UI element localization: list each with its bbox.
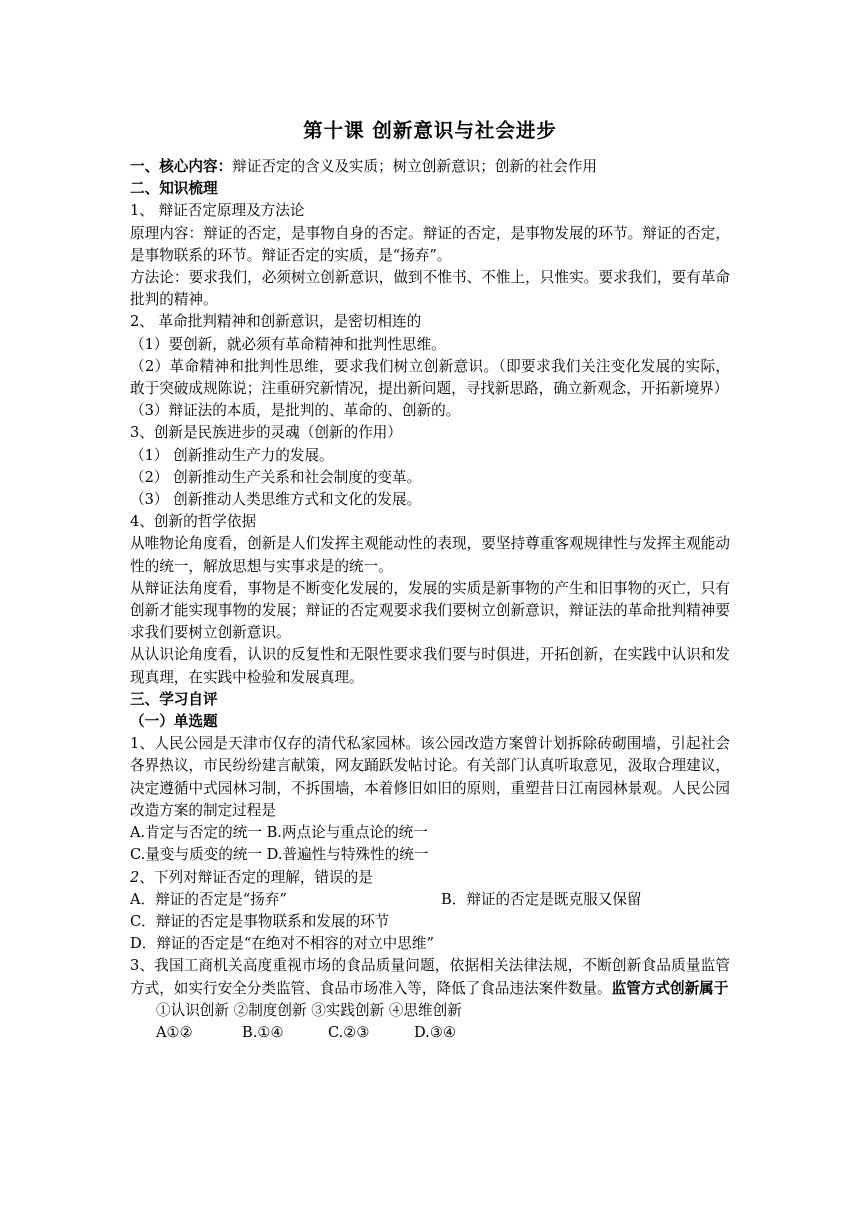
- q2-stem: [130, 867, 730, 889]
- q3-answer-a: A①②: [156, 1023, 193, 1041]
- q2-option-a: A．辩证的否定是“扬弃”: [130, 890, 287, 908]
- q2-options-row: [130, 889, 730, 911]
- k4-para-2: 从辩证法角度看，事物是不断变化发展的，发展的实质是新事物的产生和旧事物的灭亡，只有创新才能实现事物的发展；辩证的否定观要求我们要树立创新意识，辩证法的革命批判精神要求我们要树立创新意识。: [130, 579, 730, 642]
- q2-option-b: B．辩证的否定是既克服又保留: [441, 890, 642, 908]
- q3-choices: ①认识创新 ②制度创新 ③实践创新 ④思维创新: [156, 1001, 462, 1019]
- k3-heading: 3、创新是民族进步的灵魂（创新的作用）: [130, 424, 402, 442]
- k3-item-1: （1） 创新推动生产力的发展。: [130, 446, 334, 464]
- k3-item-2: （2） 创新推动生产关系和社会制度的变革。: [130, 468, 422, 486]
- page-title: 第十课 创新意识与社会进步: [303, 119, 557, 142]
- q3-answer-c: C.②③: [328, 1023, 370, 1041]
- core-content-text: 辩证否定的含义及实质；树立创新意识；创新的社会作用: [232, 158, 598, 175]
- q3-answer-b: B.①④: [242, 1023, 284, 1041]
- core-content: [130, 156, 730, 178]
- knowledge-heading: 二、知识梳理: [130, 180, 218, 198]
- k2-heading: 2、 革命批判精神和创新意识，是密切相连的: [130, 313, 422, 331]
- k1-method: 方法论：要求我们，必须树立创新意识，做到不惟书、不惟上，只惟实。要求我们，要有革命批判的精神。: [130, 269, 730, 309]
- k3-item-3: （3） 创新推动人类思维方式和文化的发展。: [130, 491, 422, 509]
- mc-heading: （一）单选题: [130, 713, 218, 731]
- q3-answers-row: [130, 1022, 730, 1044]
- k2-item-2: （2）革命精神和批判性思维，要求我们树立创新意识。（即要求我们关注变化发展的实际，敢于突破成规陈说；注重研究新情况，提出新问题，寻找新思路，确立新观念，开拓新境界）: [130, 357, 730, 398]
- q2-number: 2: [130, 868, 140, 886]
- q3-stem-text: 3、我国工商机关高度重视市场的食品质量问题，依据相关法律法规，不断创新食品质量监管方式，如实行安全分类监管、食品市场准入等，降低了食品违法案件数量。: [130, 957, 730, 997]
- q1-options-line-2: C.量变与质变的统一 D.普遍性与特殊性的统一: [130, 846, 429, 864]
- k1-principle: 原理内容：辩证的否定，是事物自身的否定。辩证的否定，是事物发展的环节。辩证的否定，是事物联系的环节。辩证否定的实质，是“扬弃”。: [130, 224, 730, 264]
- k4-para-1: 从唯物论角度看，创新是人们发挥主观能动性的表现，要坚持尊重客观规律性与发挥主观能动性的统一，解放思想与实事求是的统一。: [130, 535, 730, 575]
- q2-option-c: C．辩证的否定是事物联系和发展的环节: [130, 912, 390, 930]
- k4-para-3: 从认识论角度看，认识的反复性和无限性要求我们要与时俱进，开拓创新，在实践中认识和发现真理，在实践中检验和发展真理。: [130, 646, 730, 686]
- k1-heading: 1、 辩证否定原理及方法论: [130, 202, 305, 220]
- q3-answer-d: D.③④: [414, 1023, 456, 1041]
- q3-stem-bold: 监管方式创新属于: [611, 979, 729, 997]
- k2-item-1: （1）要创新，就必须有革命精神和批判性思维。: [130, 335, 446, 353]
- document-page: [130, 118, 730, 1044]
- k4-heading: 4、创新的哲学依据: [130, 513, 257, 531]
- core-content-label: 一、核心内容：: [130, 158, 233, 175]
- self-eval-heading: 三、学习自评: [130, 690, 218, 708]
- k2-item-3: （3）辩证法的本质，是批判的、革命的、创新的。: [130, 402, 461, 420]
- q2-option-d: D．辩证的否定是“在绝对不相容的对立中思维”: [130, 935, 434, 953]
- q3-stem: [130, 955, 730, 999]
- q1-options-line-1: A.肯定与否定的统一 B.两点论与重点论的统一: [130, 824, 428, 842]
- q1-stem: 1、人民公园是天津市仅存的清代私家园林。该公园改造方案曾计划拆除砖砌围墙，引起社会各界热议，市民纷纷建言献策，网友踊跃发帖讨论。有关部门认真听取意见，汲取合理建议，决定遵循中式园林习制，不拆围墙，本着修旧如旧的原则，重塑昔日江南园林景观。人民公园改造方案的制定过程是: [130, 735, 730, 819]
- q2-stem-text: 、下列对辩证否定的理解，错误的是: [139, 868, 373, 886]
